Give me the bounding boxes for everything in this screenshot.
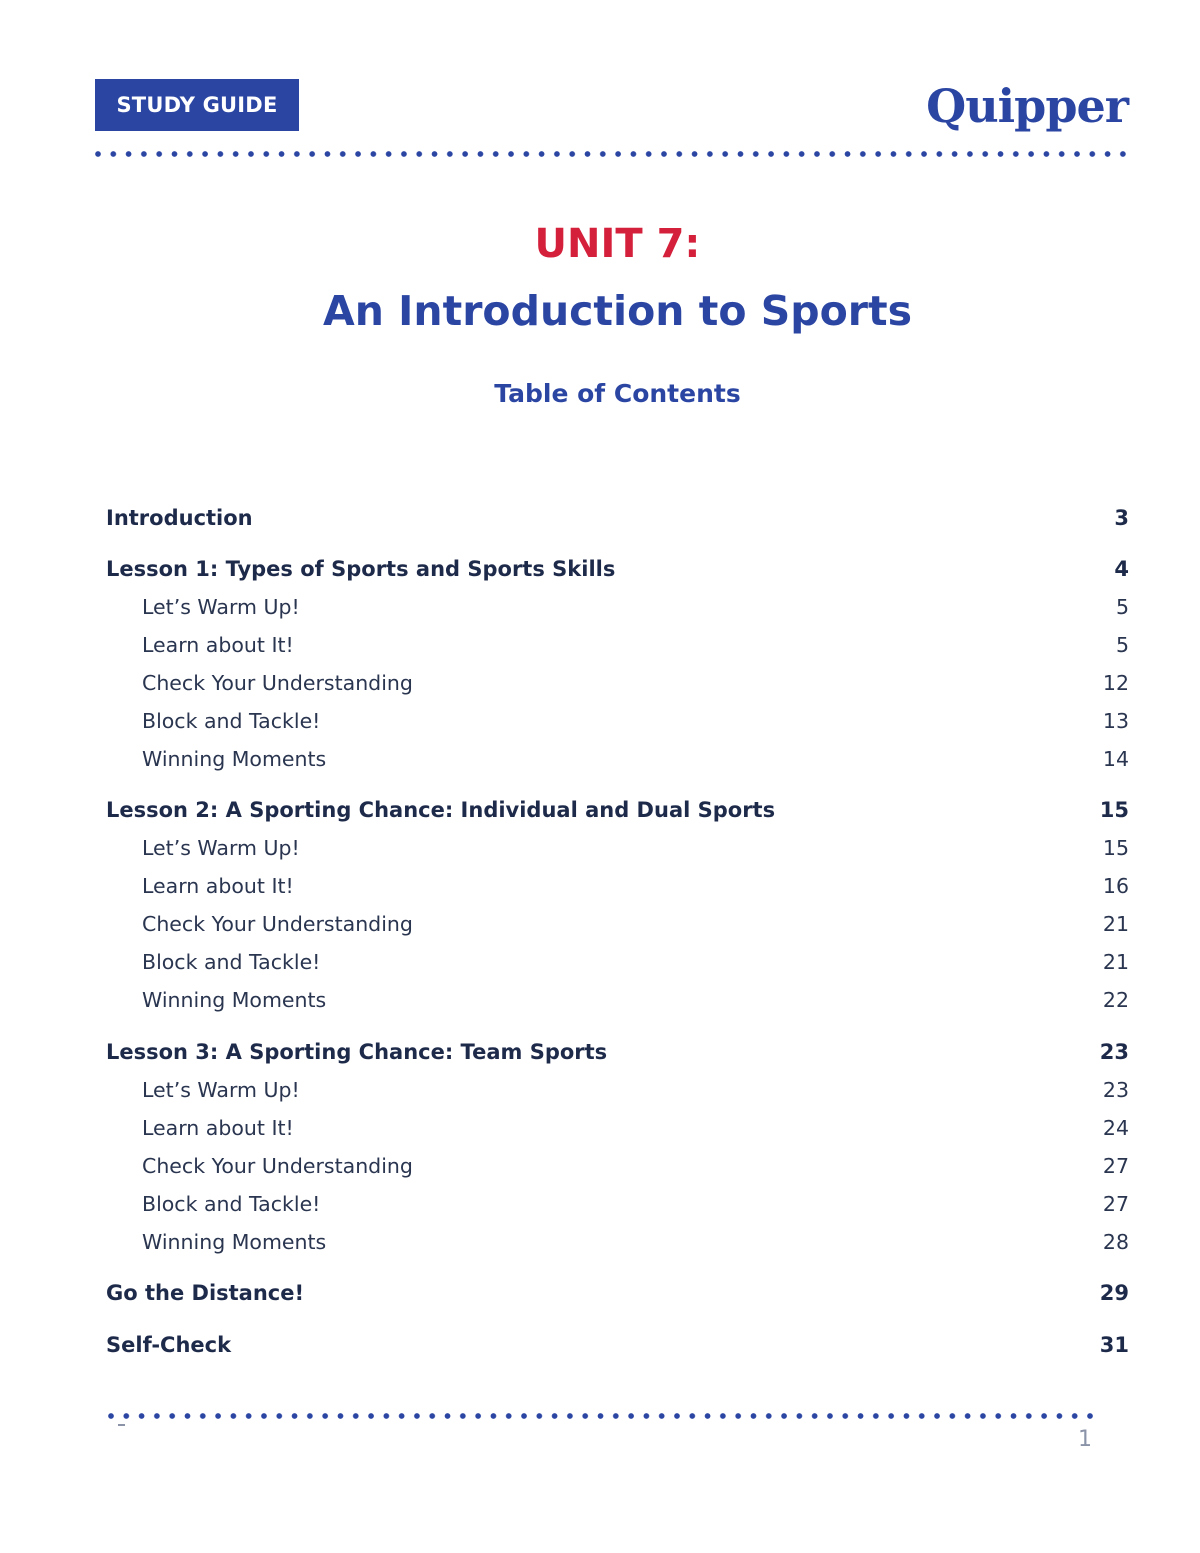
toc-subentry[interactable] <box>106 906 1129 942</box>
toc-entry-page: 21 <box>1102 950 1129 974</box>
toc-entry-page: 31 <box>1099 1333 1129 1357</box>
toc-entry-label: Introduction <box>106 506 253 530</box>
header-divider <box>95 151 1130 157</box>
toc-subentry[interactable] <box>106 741 1129 777</box>
toc-entry-label: Go the Distance! <box>106 1281 305 1305</box>
toc-entry-page: 15 <box>1102 836 1129 860</box>
toc-entry-introduction[interactable] <box>106 500 1129 536</box>
toc-entry-lesson-1[interactable] <box>106 551 1129 587</box>
toc-entry-label: Lesson 2: A Sporting Chance: Individual and Dual Sports <box>106 798 776 822</box>
toc-entry-label: Lesson 1: Types of Sports and Sports Skills <box>106 557 616 581</box>
toc-entry-page: 23 <box>1099 1040 1129 1064</box>
toc-entry-page: 23 <box>1102 1078 1129 1102</box>
toc-entry-page: 14 <box>1102 747 1129 771</box>
toc-entry-label: Let’s Warm Up! <box>142 1078 300 1102</box>
toc-subentry[interactable] <box>106 944 1129 980</box>
toc-entry-page: 15 <box>1099 798 1129 822</box>
toc-subentry[interactable] <box>106 703 1129 739</box>
toc-entry-label: Learn about It! <box>142 1116 294 1140</box>
toc-entry-label: Learn about It! <box>142 633 294 657</box>
toc-subentry[interactable] <box>106 1224 1129 1260</box>
toc-entry-page: 29 <box>1099 1281 1129 1305</box>
toc-entry-page: 16 <box>1102 874 1129 898</box>
footer-mark <box>118 1424 125 1426</box>
toc-entry-label: Let’s Warm Up! <box>142 595 300 619</box>
toc-entry-label: Winning Moments <box>142 1230 327 1254</box>
toc-subentry[interactable] <box>106 1110 1129 1146</box>
toc-subentry[interactable] <box>106 1148 1129 1184</box>
toc-entry-page: 5 <box>1115 595 1129 619</box>
toc-entry-label: Lesson 3: A Sporting Chance: Team Sports <box>106 1040 608 1064</box>
toc-entry-page: 21 <box>1102 912 1129 936</box>
toc-entry-go-the-distance[interactable] <box>106 1275 1129 1311</box>
toc-entry-page: 13 <box>1102 709 1129 733</box>
toc-heading: Table of Contents <box>494 379 741 408</box>
toc-entry-label: Block and Tackle! <box>142 950 321 974</box>
toc-entry-page: 5 <box>1115 633 1129 657</box>
toc-entry-page: 22 <box>1102 988 1129 1012</box>
toc-entry-self-check[interactable] <box>106 1327 1129 1363</box>
toc-entry-page: 24 <box>1102 1116 1129 1140</box>
quipper-logo: Quipper <box>926 79 1128 133</box>
toc-subentry[interactable] <box>106 1072 1129 1108</box>
toc-entry-label: Check Your Understanding <box>142 912 413 936</box>
toc-subentry[interactable] <box>106 589 1129 625</box>
toc-entry-label: Self-Check <box>106 1333 232 1357</box>
unit-title: An Introduction to Sports <box>322 287 913 335</box>
unit-label: UNIT 7: <box>534 221 701 267</box>
page-number: 1 <box>1078 1427 1092 1452</box>
toc-entry-page: 27 <box>1102 1154 1129 1178</box>
toc-entry-lesson-2[interactable] <box>106 792 1129 828</box>
study-guide-badge: STUDY GUIDE <box>95 79 299 131</box>
toc-entry-lesson-3[interactable] <box>106 1034 1129 1070</box>
toc-entry-label: Learn about It! <box>142 874 294 898</box>
toc-entry-label: Check Your Understanding <box>142 1154 413 1178</box>
footer-divider <box>108 1413 1093 1419</box>
toc-entry-page: 27 <box>1102 1192 1129 1216</box>
toc-subentry[interactable] <box>106 868 1129 904</box>
toc-subentry[interactable] <box>106 1186 1129 1222</box>
toc-subentry[interactable] <box>106 665 1129 701</box>
toc-entry-page: 4 <box>1114 557 1129 581</box>
toc-entry-label: Winning Moments <box>142 747 327 771</box>
toc-entry-page: 3 <box>1114 506 1129 530</box>
toc-entry-label: Let’s Warm Up! <box>142 836 300 860</box>
toc-entry-page: 28 <box>1102 1230 1129 1254</box>
toc-entry-label: Block and Tackle! <box>142 709 321 733</box>
toc-entry-label: Check Your Understanding <box>142 671 413 695</box>
toc-subentry[interactable] <box>106 830 1129 866</box>
toc-subentry[interactable] <box>106 627 1129 663</box>
toc-subentry[interactable] <box>106 982 1129 1018</box>
toc-entry-label: Block and Tackle! <box>142 1192 321 1216</box>
toc-entry-label: Winning Moments <box>142 988 327 1012</box>
toc-entry-page: 12 <box>1102 671 1129 695</box>
